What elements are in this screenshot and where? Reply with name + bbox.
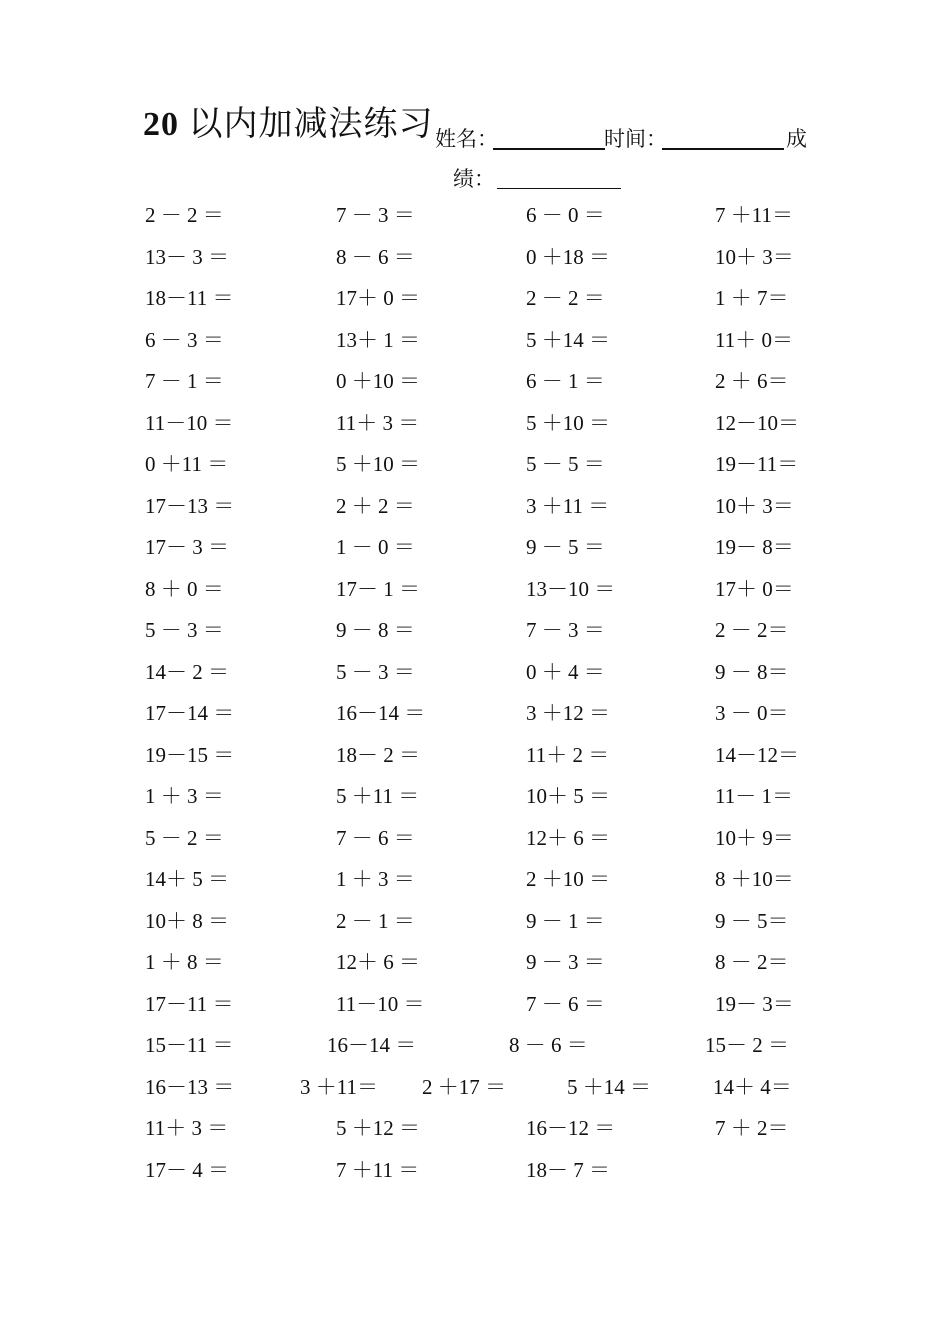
math-problem: 5 － 3 ＝ [145,618,224,642]
math-problem: 2 ＋ 2 ＝ [336,493,415,518]
math-problem: 17－ 4 ＝ [145,1157,229,1182]
math-problem: 5 ＋10 ＝ [526,410,610,435]
math-problem: 10＋ 9＝ [715,825,794,850]
math-problem: 14－12＝ [715,742,799,767]
time-label: 时间： [604,127,667,151]
math-problem: 8 － 6 ＝ [336,244,415,269]
math-problem: 3 ＋11 ＝ [526,493,610,518]
math-problem: 7 － 6 ＝ [526,991,605,1016]
math-problem: 0 ＋11 ＝ [145,452,229,476]
math-problem: 1 ＋ 8 ＝ [145,950,224,974]
math-problem: 2 ＋ 6＝ [715,369,789,393]
math-problem: 8 ＋10＝ [715,867,794,891]
math-problem: 16－12 ＝ [526,1116,616,1140]
math-problem: 2 － 2＝ [715,618,789,642]
math-problem: 11－10 ＝ [336,991,425,1016]
math-problem: 8 － 2＝ [715,950,789,974]
math-problem: 11－10 ＝ [145,410,234,435]
math-problem: 11＋ 2 ＝ [526,742,610,767]
score-label-part2: 绩： [453,167,495,191]
math-problem: 9 － 8＝ [715,659,789,684]
math-problem: 10＋ 3＝ [715,493,794,518]
math-problem: 17－ 1 ＝ [336,576,420,601]
math-problem: 16－13 ＝ [145,1074,235,1099]
math-problem: 14＋ 4＝ [713,1074,792,1099]
math-problem: 5 － 5 ＝ [526,452,605,476]
math-problem: 17－11 ＝ [145,991,234,1016]
score-label-part1: 成 [786,127,807,151]
math-problem: 7 ＋11 ＝ [336,1157,420,1182]
math-problem: 9 － 8 ＝ [336,618,415,642]
math-problem: 15－11 ＝ [145,1033,234,1057]
math-problem: 19－ 8＝ [715,535,794,559]
math-problem: 1 ＋ 3 ＝ [145,784,224,808]
math-problem: 17＋ 0＝ [715,576,794,601]
math-problem: 5 ＋14 ＝ [526,327,610,352]
math-problem: 7 － 6 ＝ [336,825,415,850]
math-problem: 9 － 5＝ [715,908,789,933]
math-problem: 0 ＋18 ＝ [526,244,610,269]
math-problem: 7 － 3 ＝ [336,203,415,227]
math-problem: 17－14 ＝ [145,701,235,725]
math-problem: 16－14 ＝ [336,701,426,725]
math-problem: 11＋ 0＝ [715,327,793,352]
title-text: 以内加减法练习 [188,106,434,143]
math-problem: 10＋ 5 ＝ [526,784,610,808]
math-problem: 15－ 2 ＝ [705,1033,789,1057]
math-problem: 13＋ 1 ＝ [336,327,420,352]
math-problem: 8 － 6 ＝ [509,1033,588,1057]
name-label: 姓名： [435,127,498,151]
math-problem: 10＋ 3＝ [715,244,794,269]
math-problem: 12＋ 6 ＝ [526,825,610,850]
math-problem: 9 － 5 ＝ [526,535,605,559]
math-problem: 1 － 0 ＝ [336,535,415,559]
math-problem: 7 － 1 ＝ [145,369,224,393]
math-problem: 2 － 2 ＝ [145,203,224,227]
math-problem: 5 ＋12 ＝ [336,1116,420,1140]
math-problem: 2 － 1 ＝ [336,908,415,933]
math-problem: 19－11＝ [715,452,799,476]
math-problem: 3 － 0＝ [715,701,789,725]
math-problem: 17－ 3 ＝ [145,535,229,559]
math-problem: 18－11 ＝ [145,286,234,310]
math-problem: 0 ＋ 4 ＝ [526,659,605,684]
math-problem: 14－ 2 ＝ [145,659,229,684]
math-problem: 12＋ 6 ＝ [336,950,420,974]
math-problem: 1 ＋ 3 ＝ [336,867,415,891]
math-problem: 14＋ 5 ＝ [145,867,229,891]
math-problem: 5 ＋14 ＝ [567,1074,651,1099]
math-problem: 11－ 1＝ [715,784,793,808]
math-problem: 3 ＋12 ＝ [526,701,610,725]
math-problem: 6 － 1 ＝ [526,369,605,393]
math-problem: 3 ＋11＝ [300,1074,378,1099]
math-problem: 5 － 3 ＝ [336,659,415,684]
math-problem: 18－ 2 ＝ [336,742,420,767]
math-problem: 10＋ 8 ＝ [145,908,229,933]
math-problem: 6 － 3 ＝ [145,327,224,352]
math-problem: 11＋ 3 ＝ [336,410,420,435]
math-problem: 13－ 3 ＝ [145,244,229,269]
math-problem: 7 － 3 ＝ [526,618,605,642]
math-problem: 2 － 2 ＝ [526,286,605,310]
math-problem: 1 ＋ 7＝ [715,286,789,310]
math-problem: 16－14 ＝ [327,1033,417,1057]
math-problem: 6 － 0 ＝ [526,203,605,227]
math-problem: 17＋ 0 ＝ [336,286,420,310]
math-problem: 7 ＋11＝ [715,203,793,227]
math-problem: 18－ 7 ＝ [526,1157,610,1182]
math-problem: 19－15 ＝ [145,742,235,767]
math-problem: 13－10 ＝ [526,576,616,601]
math-problem: 5 － 2 ＝ [145,825,224,850]
math-problem: 0 ＋10 ＝ [336,369,420,393]
math-problem: 19－ 3＝ [715,991,794,1016]
math-problem: 5 ＋11 ＝ [336,784,420,808]
math-problem: 8 ＋ 0 ＝ [145,576,224,601]
math-problem: 11＋ 3 ＝ [145,1116,229,1140]
math-problem: 5 ＋10 ＝ [336,452,420,476]
math-problem: 7 ＋ 2＝ [715,1116,789,1140]
math-problem: 9 － 1 ＝ [526,908,605,933]
math-problem: 2 ＋10 ＝ [526,867,610,891]
math-problem: 9 － 3 ＝ [526,950,605,974]
math-problem: 12－10＝ [715,410,799,435]
title-number: 20 [143,106,179,143]
math-problem: 2 ＋17 ＝ [422,1074,506,1099]
math-problem: 17－13 ＝ [145,493,235,518]
